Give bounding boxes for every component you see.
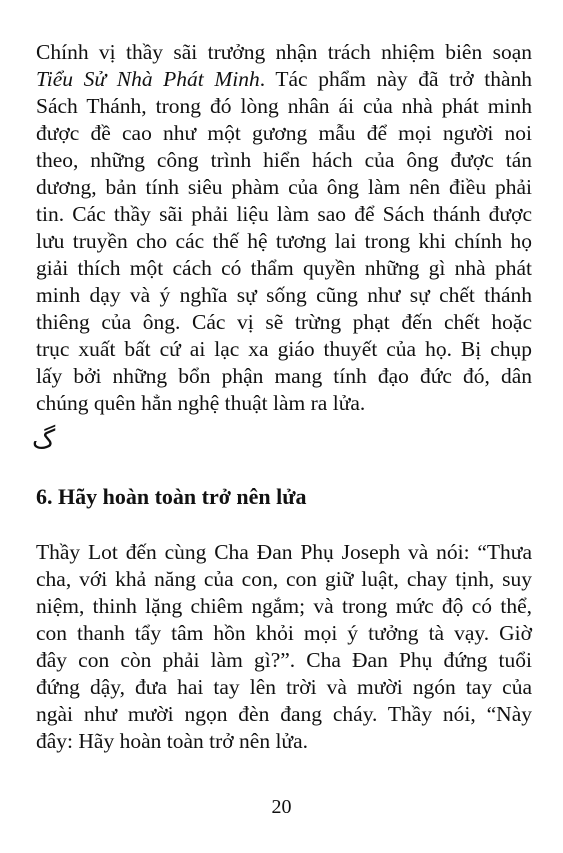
paragraph2-line-4: con thanh tẩy tâm hồn khỏi mọi ý tưởng tà vạy. Giờ [36,621,532,645]
paragraph1-line-11: thiêng của ông. Các vị sẽ trừng phạt đến chết hoặc [36,310,532,334]
paragraph1-line-14: chúng quên hẳn nghệ thuật làm ra lửa. [36,391,366,415]
paragraph2-line-8: đây: Hãy hoàn toàn trở nên lửa. [36,729,308,753]
paragraph1-line-2-rest: . Tác phẩm này đã trở thành [259,67,533,91]
paragraph1-line-10: minh dạy và ý nghĩa sự sống cũng như sự chết thánh [36,283,532,307]
paragraph2-line-3: niệm, thinh lặng chiêm ngắm; và trong mức độ có thể, [36,594,532,618]
paragraph1-line-2 [36,66,532,92]
section-heading: 6. Hãy hoàn toàn trở nên lửa [36,484,307,509]
paragraph2-line-1: Thầy Lot đến cùng Cha Đan Phụ Joseph và nói: “Thưa [36,540,532,564]
book-title-italic: Tiểu Sử Nhà Phát Minh [36,67,260,91]
paragraph1-line-1: Chính vị thầy sãi trưởng nhận trách nhiệm biên soạn [36,40,532,64]
paragraph1-line-12: trục xuất bất cứ ai lạc xa giáo thuyết của họ. Bị chụp [36,337,532,361]
page-number: 20 [271,796,292,818]
paragraph2-line-6: đứng dậy, đưa hai tay lên trời và mười ngón tay của [36,675,532,699]
paragraph1-line-7: tin. Các thầy sãi phải liệu làm sao để Sách thánh được [36,202,532,226]
paragraph2-line-7: ngài như mười ngọn đèn đang cháy. Thầy nói, “Này [36,702,532,726]
section-ornament-glyph: گ [32,425,56,455]
paragraph2-line-5: đây con còn phải làm gì?”. Cha Đan Phụ đứng tuổi [36,648,532,672]
paragraph1-line-3: Sách Thánh, trong đó lòng nhân ái của nhà phát minh [36,94,532,118]
paragraph1-line-13: lấy bởi những bổn phận mang tính đạo đức đó, dân [36,364,532,388]
paragraph1-line-6: dương, bản tính siêu phàm của ông làm nên điều phải [36,175,532,199]
paragraph1-line-4: được đề cao như một gương mẫu để mọi người noi [36,121,532,145]
paragraph1-line-9: giải thích một cách có thẩm quyền những gì nhà phát [36,256,532,280]
paragraph1-line-5: theo, những công trình hiển hách của ông được tán [36,148,532,172]
paragraph2-line-2: cha, với khả năng của con, con giữ luật, chay tịnh, suy [36,567,532,591]
paragraph1-line-8: lưu truyền cho các thế hệ tương lai trong khi chính họ [36,229,532,253]
